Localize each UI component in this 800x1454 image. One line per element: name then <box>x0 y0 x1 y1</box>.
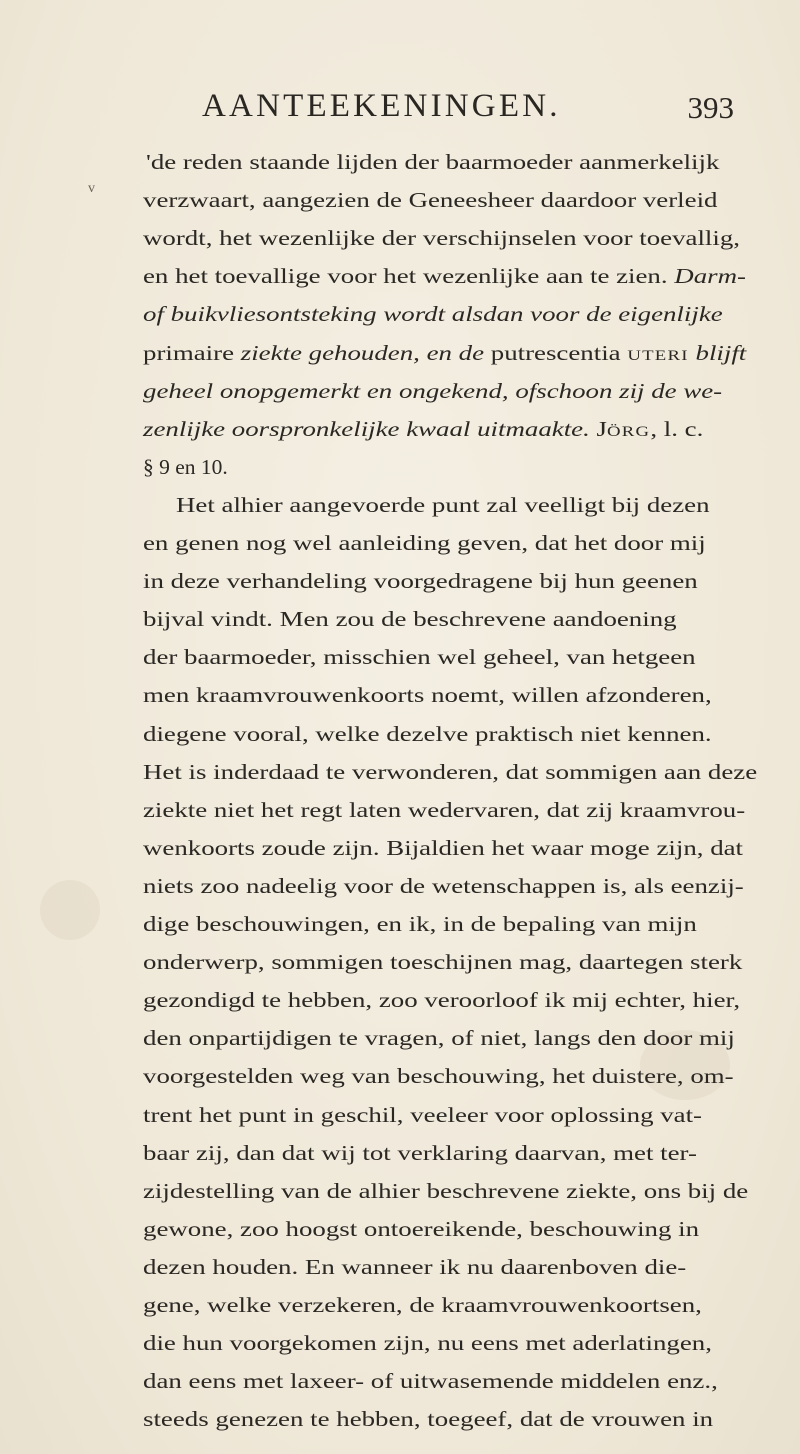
text-segment: wenkoorts zoude zijn. Bijaldien het waar moge zijn, dat <box>143 835 744 860</box>
text-line <box>0 295 800 333</box>
text-segment: die hun voorgekomen zijn, nu eens met aderlatingen, <box>143 1331 712 1356</box>
text-line <box>0 1019 800 1057</box>
text-line <box>0 1057 800 1095</box>
text-segment: gene, welke verzekeren, de kraamvrouwenkoortsen, <box>143 1293 702 1317</box>
text-segment: gewone, zoo hoogst ontoereikende, beschouwing in <box>143 1216 700 1241</box>
running-title: AANTEEKENINGEN. <box>202 88 561 124</box>
text-line <box>0 1286 800 1324</box>
text-segment: ziekte niet het regt laten wedervaren, dat zij kraamvrou- <box>143 797 746 822</box>
text-segment: , l. c. <box>650 416 704 441</box>
text-line <box>0 1324 800 1362</box>
text-line <box>0 562 800 600</box>
text-segment: trent het punt in geschil, veeleer voor oplossing vat- <box>143 1102 703 1127</box>
text-segment: zijdestelling van de alhier beschrevene ziekte, ons bij de <box>143 1178 749 1203</box>
text-line <box>0 448 800 486</box>
text-line <box>0 638 800 676</box>
text-line <box>0 486 800 524</box>
text-segment: diegene vooral, welke dezelve praktisch niet kennen. <box>143 721 712 746</box>
text-segment: steeds genezen te hebben, toegeef, dat de vrouwen in <box>143 1407 714 1432</box>
text-segment: geheel onopgemerkt en ongekend, ofschoon zij de we- <box>143 378 723 403</box>
text-segment: men kraamvrouwenkoorts noemt, willen afzonderen, <box>143 683 712 708</box>
text-line <box>0 1134 800 1172</box>
text-line <box>0 905 800 943</box>
text-line <box>0 410 800 448</box>
text-line <box>0 334 800 372</box>
text-segment: zenlijke oorspronkelijke kwaal uitmaakte. <box>143 416 590 441</box>
text-line <box>0 829 800 867</box>
text-segment: der baarmoeder, misschien wel geheel, van hetgeen <box>143 645 696 670</box>
text-segment: in deze verhandeling voorgedragene bij hun geenen <box>143 569 698 594</box>
text-segment: voorgestelden weg van beschouwing, het duistere, om- <box>143 1064 734 1089</box>
text-segment: Het alhier aangevoerde punt zal veelligt bij dezen <box>176 492 710 517</box>
text-segment: putrescentia <box>490 340 628 365</box>
text-segment: ziekte gehouden, en de <box>240 340 491 365</box>
text-line <box>0 219 800 257</box>
text-line <box>0 676 800 714</box>
text-segment: dan eens met laxeer- of uitwasemende middelen enz., <box>143 1369 718 1394</box>
text-line <box>0 1248 800 1286</box>
text-line <box>0 943 800 981</box>
text-line <box>0 257 800 295</box>
text-line <box>0 600 800 638</box>
text-segment: of buikvliesontsteking wordt alsdan voor de eigenlijke <box>143 302 723 327</box>
text-line <box>0 715 800 753</box>
text-line <box>0 1400 800 1438</box>
text-segment: en het toevallige voor het wezenlijke aan te zien. <box>143 264 675 289</box>
text-line <box>0 1210 800 1248</box>
text-segment: § 9 en 10. <box>143 454 228 479</box>
text-line <box>0 753 800 791</box>
text-segment: verzwaart, aangezien de Geneesheer daardoor verleid <box>143 188 718 213</box>
text-segment: Darm- <box>674 264 746 289</box>
text-line <box>0 791 800 829</box>
text-segment: blijft <box>688 340 747 365</box>
text-segment: uteri <box>627 340 689 365</box>
text-line <box>0 143 800 181</box>
text-segment: onderwerp, sommigen toeschijnen mag, daartegen sterk <box>143 950 743 975</box>
text-line <box>0 524 800 562</box>
text-segment: J <box>589 416 608 441</box>
margin-mark: v <box>88 181 95 196</box>
text-line <box>0 1172 800 1210</box>
text-segment: en genen nog wel aanleiding geven, dat het door mij <box>143 531 706 555</box>
text-line <box>0 1362 800 1400</box>
text-segment: gezondigd te hebben, zoo veroorloof ik mij echter, hier, <box>143 988 741 1013</box>
text-segment: 'de reden staande lijden der baarmoeder aanmerkelijk <box>146 150 720 174</box>
text-segment: niets zoo nadeelig voor de wetenschappen is, als eenzij- <box>143 873 744 898</box>
text-segment: örg <box>607 416 651 441</box>
text-segment: dezen houden. En wanneer ik nu daarenboven die- <box>143 1254 687 1279</box>
text-segment: baar zij, dan dat wij tot verklaring daarvan, met ter- <box>143 1140 697 1165</box>
text-segment: dige beschouwingen, en ik, in de bepaling van mijn <box>143 912 697 936</box>
running-head <box>150 88 760 128</box>
page-number: 393 <box>687 90 734 125</box>
text-line <box>0 372 800 410</box>
text-line <box>0 181 800 219</box>
text-line <box>0 1096 800 1134</box>
text-segment: Het is inderdaad te verwonderen, dat sommigen aan deze <box>143 759 758 784</box>
text-segment: bijval vindt. Men zou de beschrevene aandoening <box>143 607 677 632</box>
text-line <box>0 981 800 1019</box>
text-segment: wordt, het wezenlijke der verschijnselen voor toevallig, <box>143 226 741 251</box>
text-line <box>0 867 800 905</box>
text-segment: den onpartijdigen te vragen, of niet, langs den door mij <box>143 1026 735 1051</box>
text-segment: primaire <box>143 340 241 365</box>
